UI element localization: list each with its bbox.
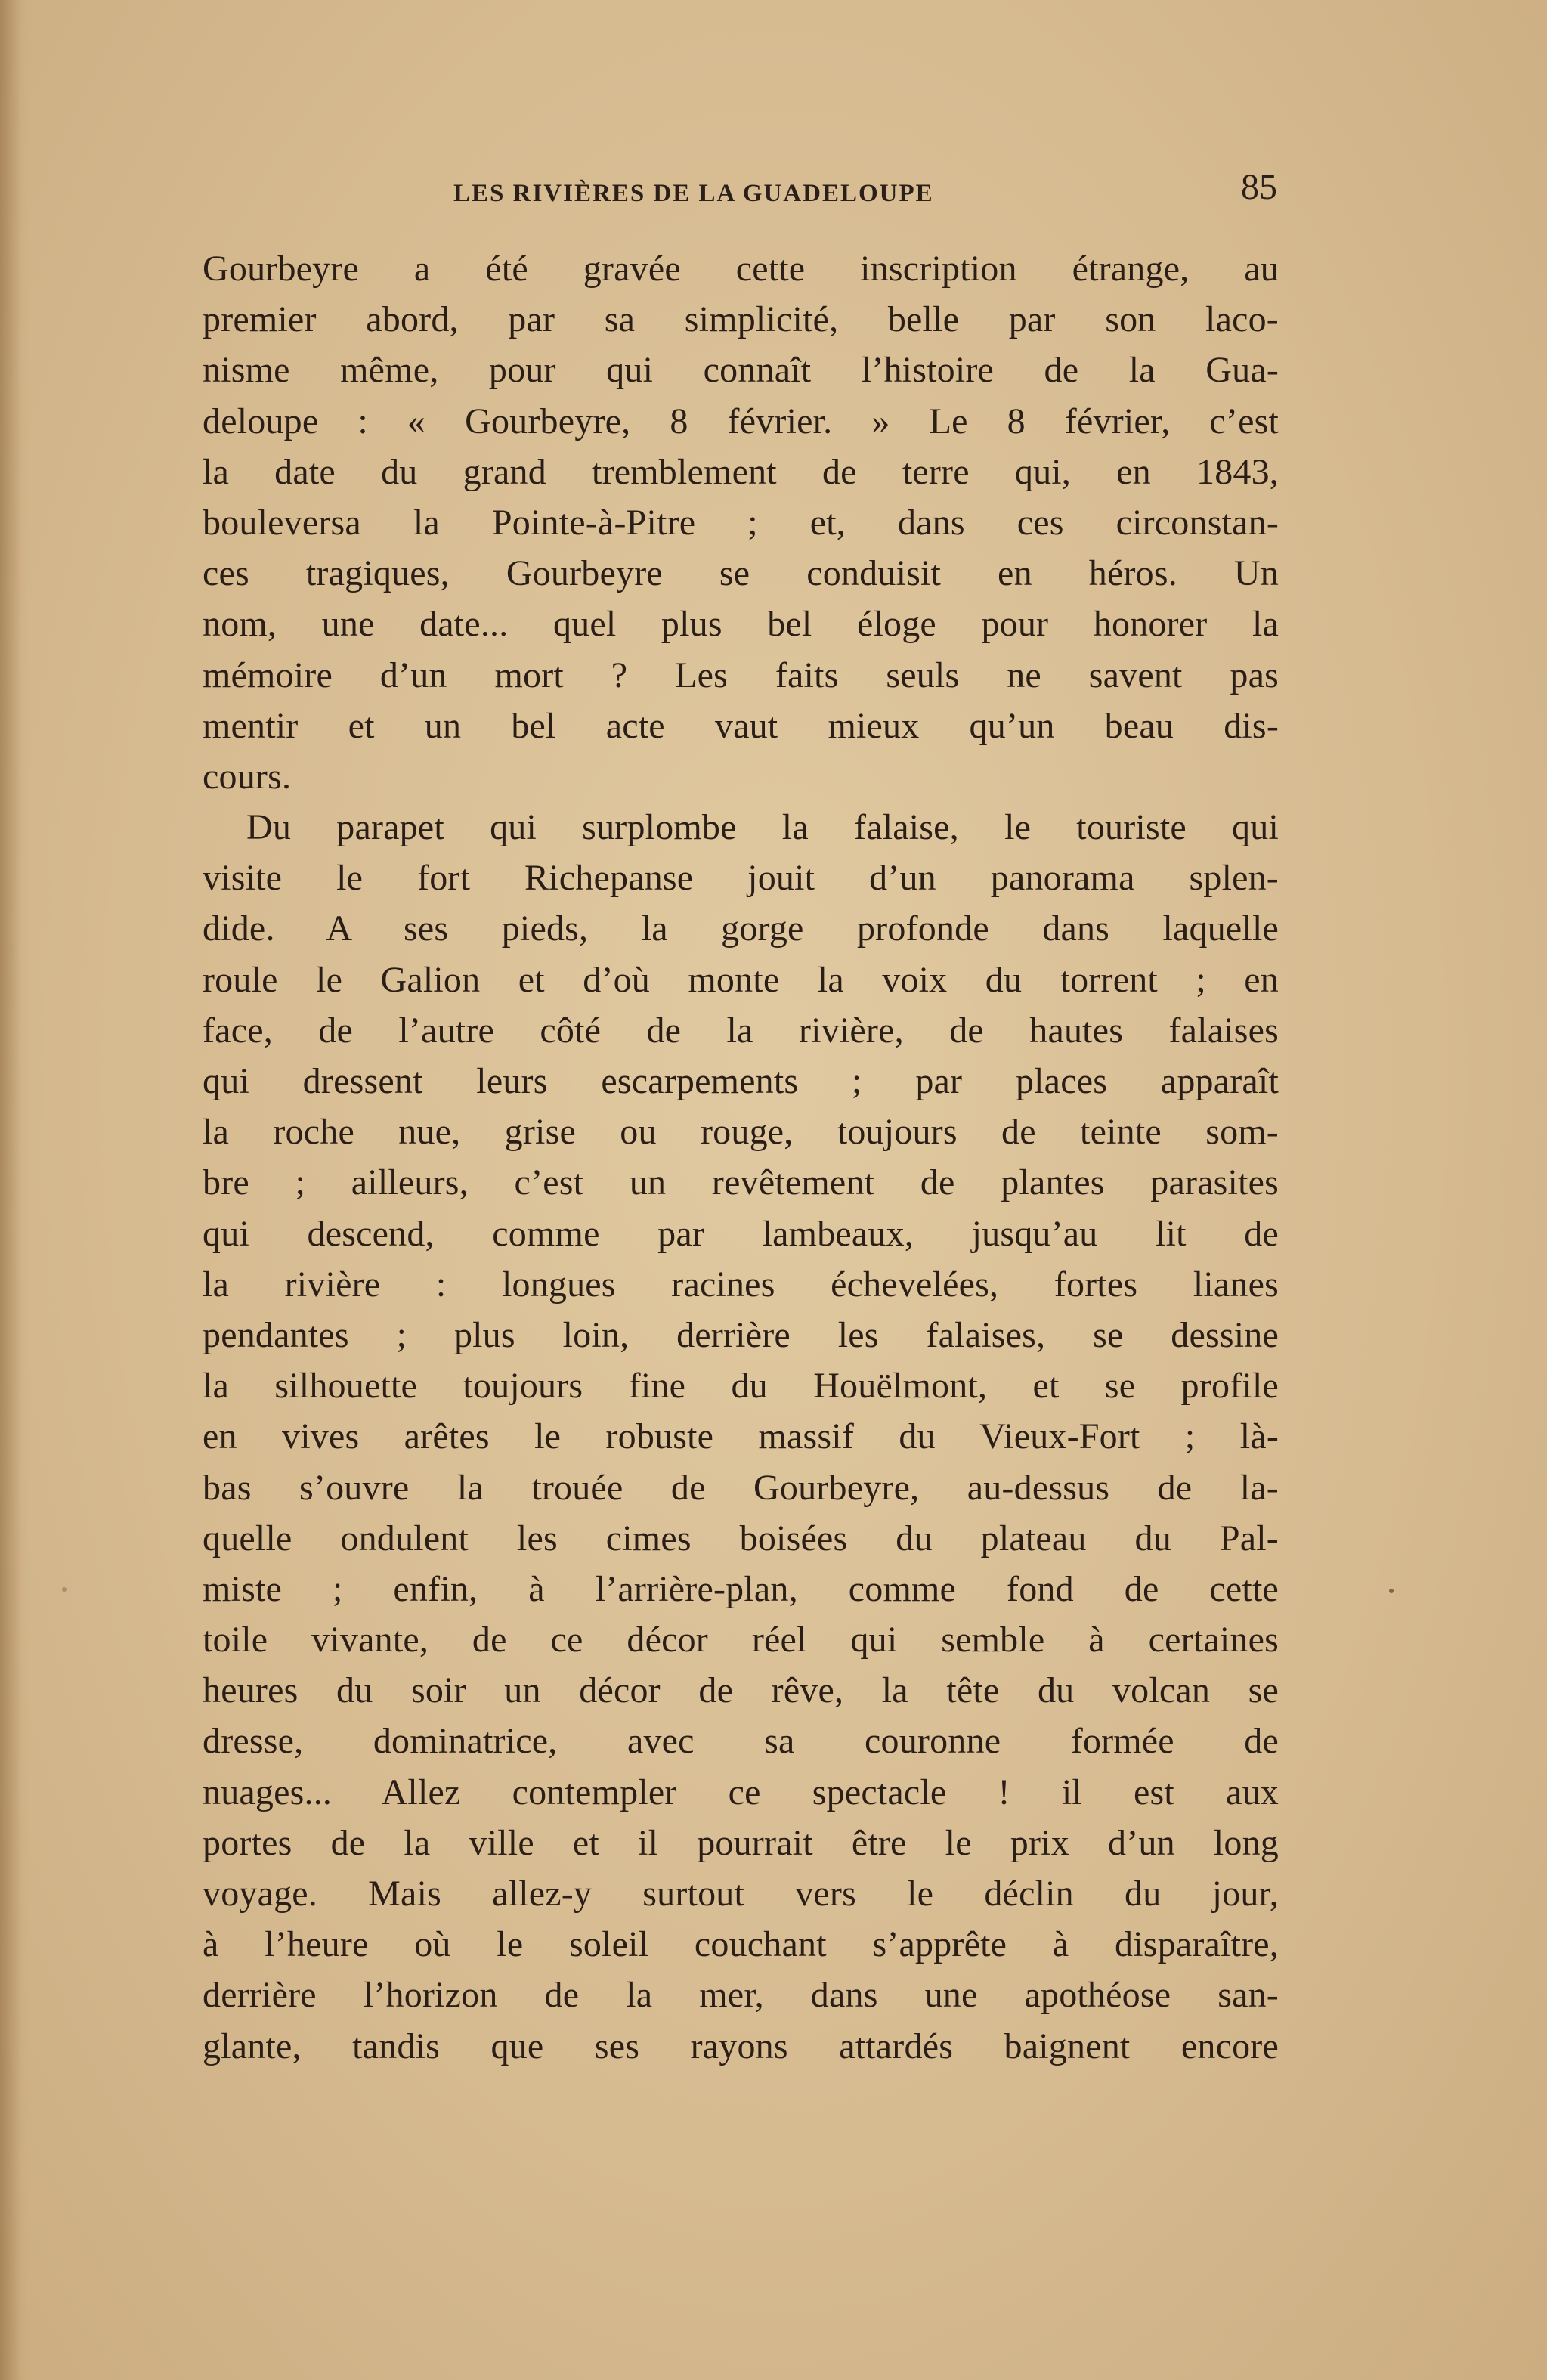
paper-speck bbox=[62, 1587, 67, 1592]
text-line: mentir et un bel acte vaut mieux qu’un beau dis- bbox=[203, 705, 1279, 746]
text-line: Gourbeyre a été gravée cette inscription étrange, au bbox=[203, 249, 1279, 289]
text-line: toile vivante, de ce décor réel qui semble à certaines bbox=[203, 1620, 1279, 1660]
text-line: roule le Galion et d’où monte la voix du torrent ; en bbox=[203, 959, 1279, 1000]
page-edge-shadow bbox=[0, 0, 21, 2380]
text-line: miste ; enfin, à l’arrière-plan, comme fond de cette bbox=[203, 1568, 1279, 1609]
text-line: qui descend, comme par lambeaux, jusqu’au lit de bbox=[203, 1213, 1279, 1254]
text-line: voyage. Mais allez-y surtout vers le déclin du jour, bbox=[203, 1874, 1279, 1914]
text-line: glante, tandis que ses rayons attardés baignent encore bbox=[203, 2026, 1279, 2066]
text-line: deloupe : « Gourbeyre, 8 février. » Le 8 février, c’est bbox=[203, 401, 1279, 441]
text-line: heures du soir un décor de rêve, la tête du volcan se bbox=[203, 1670, 1279, 1711]
text-line: nisme même, pour qui connaît l’histoire de la Gua- bbox=[203, 350, 1279, 391]
paper-speck bbox=[1389, 1589, 1394, 1593]
text-line: visite le fort Richepanse jouit d’un panorama splen- bbox=[203, 858, 1279, 899]
page-header bbox=[204, 166, 1277, 219]
running-title: LES RIVIÈRES DE LA GUADELOUPE bbox=[453, 180, 934, 207]
text-line: pendantes ; plus loin, derrière les falaises, se dessine bbox=[203, 1314, 1279, 1355]
paragraph-start-line: Du parapet qui surplombe la falaise, le touriste qui bbox=[246, 807, 1279, 848]
text-line: dresse, dominatrice, avec sa couronne formée de bbox=[203, 1721, 1279, 1762]
text-line: portes de la ville et il pourrait être le prix d’un long bbox=[203, 1822, 1279, 1863]
text-line: derrière l’horizon de la mer, dans une apothéose san- bbox=[203, 1975, 1279, 2016]
text-line: face, de l’autre côté de la rivière, de hautes falaises bbox=[203, 1010, 1279, 1051]
text-line: quelle ondulent les cimes boisées du plateau du Pal- bbox=[203, 1518, 1279, 1558]
text-line: ces tragiques, Gourbeyre se conduisit en héros. Un bbox=[203, 553, 1279, 594]
text-line: bouleversa la Pointe-à-Pitre ; et, dans ces circonstan- bbox=[203, 502, 1279, 543]
body-text bbox=[203, 243, 1279, 2072]
text-line: premier abord, par sa simplicité, belle par son laco- bbox=[203, 299, 1279, 340]
text-line: qui dressent leurs escarpements ; par places apparaît bbox=[203, 1061, 1279, 1101]
page-number: 85 bbox=[1241, 167, 1277, 207]
text-line: la roche nue, grise ou rouge, toujours de teinte som- bbox=[203, 1112, 1279, 1153]
text-line: nuages... Allez contempler ce spectacle ! il est aux bbox=[203, 1772, 1279, 1812]
text-line: cours. bbox=[203, 756, 292, 797]
text-line: la silhouette toujours fine du Houëlmont, et se profile bbox=[203, 1366, 1279, 1407]
text-line: dide. A ses pieds, la gorge profonde dans laquelle bbox=[203, 908, 1279, 949]
text-line: bre ; ailleurs, c’est un revêtement de plantes parasites bbox=[203, 1162, 1279, 1203]
text-line: bas s’ouvre la trouée de Gourbeyre, au-dessus de la- bbox=[203, 1467, 1279, 1508]
text-line: la date du grand tremblement de terre qui, en 1843, bbox=[203, 451, 1279, 492]
text-line: en vives arêtes le robuste massif du Vieux-Fort ; là- bbox=[203, 1416, 1279, 1457]
text-line: nom, une date... quel plus bel éloge pour honorer la bbox=[203, 604, 1279, 645]
text-line: mémoire d’un mort ? Les faits seuls ne savent pas bbox=[203, 655, 1279, 695]
text-line: à l’heure où le soleil couchant s’apprête à disparaître, bbox=[203, 1924, 1279, 1965]
text-line: la rivière : longues racines échevelées, fortes lianes bbox=[203, 1264, 1279, 1305]
